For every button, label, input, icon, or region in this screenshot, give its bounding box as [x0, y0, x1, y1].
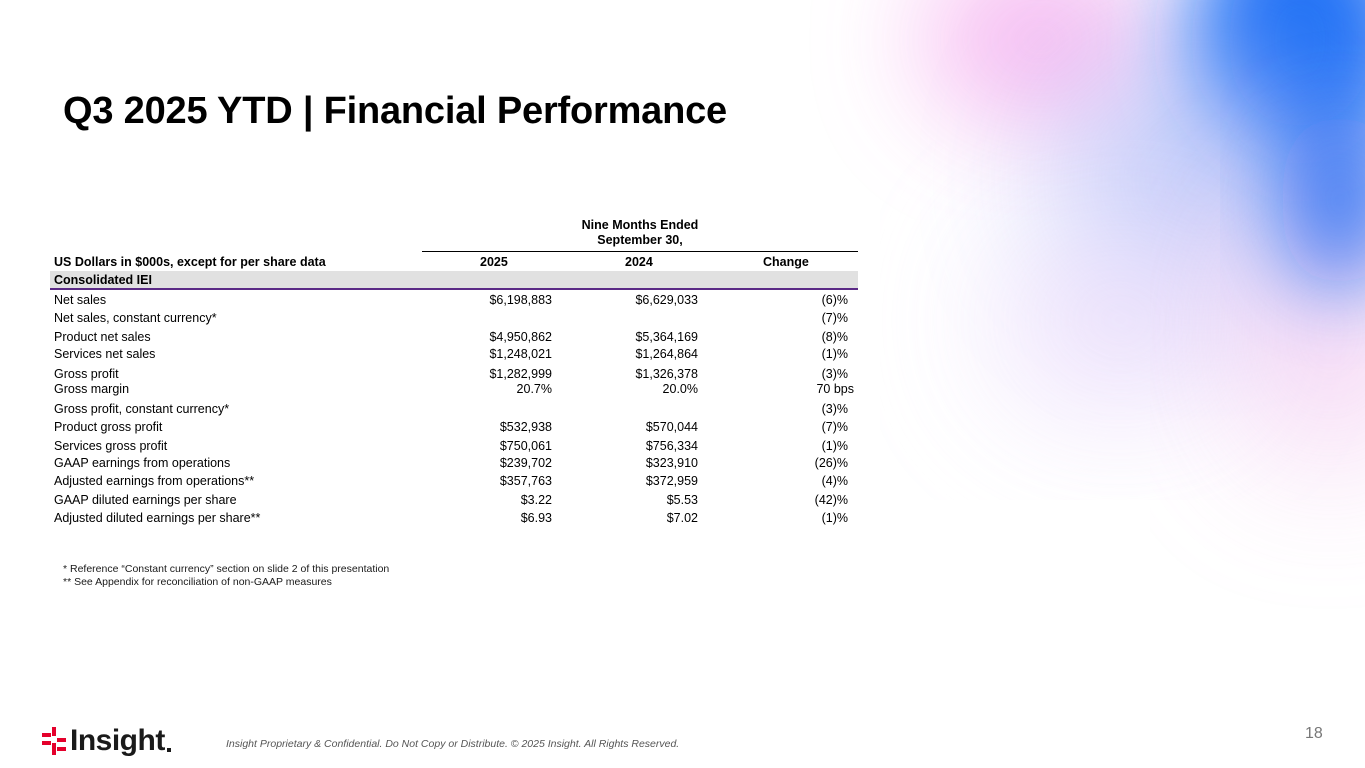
- row-change: (3)%: [821, 367, 848, 381]
- row-value-2024: $372,959: [645, 474, 698, 488]
- row-value-2025: $6,198,883: [489, 293, 552, 307]
- row-label: Gross margin: [54, 382, 130, 396]
- row-value-2025: $6.93: [520, 511, 552, 525]
- table-row: [50, 346, 860, 362]
- logo-wordmark: Insight: [70, 724, 165, 757]
- row-change: (3)%: [821, 402, 848, 416]
- row-value-2024: $7.02: [666, 511, 698, 525]
- row-value-2024: $323,910: [645, 456, 698, 470]
- row-label: Adjusted diluted earnings per share**: [54, 511, 261, 525]
- period-header-rule: [422, 251, 858, 252]
- footnote-non-gaap: ** See Appendix for reconciliation of non-GAAP measures: [63, 576, 332, 588]
- row-change: (42)%: [814, 493, 848, 507]
- row-value-2025: $1,248,021: [489, 347, 552, 361]
- table-row: [50, 438, 860, 454]
- table-row: [50, 381, 860, 397]
- row-label: GAAP diluted earnings per share: [54, 493, 237, 507]
- table-row: [50, 329, 860, 345]
- table-row: [50, 366, 860, 382]
- column-header-2024: 2024: [625, 255, 653, 269]
- row-value-2025: 20.7%: [516, 382, 552, 396]
- row-label: Gross profit: [54, 367, 119, 381]
- row-value-2024: $5.53: [666, 493, 698, 507]
- row-value-2024: $756,334: [645, 439, 698, 453]
- row-label: Services gross profit: [54, 439, 168, 453]
- insight-logo-mark-icon: [42, 727, 66, 755]
- row-value-2024: $6,629,033: [635, 293, 698, 307]
- confidential-notice: Insight Proprietary & Confidential. Do Not Copy or Distribute. © 2025 Insight. All Rights Reserved.: [226, 738, 680, 750]
- column-header-label: US Dollars in $000s, except for per share data: [54, 255, 326, 269]
- row-label: GAAP earnings from operations: [54, 456, 231, 470]
- row-value-2025: $750,061: [499, 439, 552, 453]
- row-change: (1)%: [821, 511, 848, 525]
- row-change: (26)%: [814, 456, 848, 470]
- period-group-header: [422, 218, 858, 248]
- row-change: (4)%: [821, 474, 848, 488]
- row-label: Adjusted earnings from operations**: [54, 474, 255, 488]
- table-row: [50, 510, 860, 526]
- row-label: Services net sales: [54, 347, 156, 361]
- row-label: Net sales: [54, 293, 107, 307]
- row-change: (7)%: [821, 420, 848, 434]
- section-header-consolidated: Consolidated IEI: [50, 271, 858, 290]
- period-header-line2: September 30,: [597, 233, 683, 247]
- table-row: [50, 473, 860, 489]
- row-value-2025: $1,282,999: [489, 367, 552, 381]
- row-value-2025: $3.22: [520, 493, 552, 507]
- row-value-2024: 20.0%: [662, 382, 698, 396]
- row-value-2025: $239,702: [499, 456, 552, 470]
- row-change: (1)%: [821, 347, 848, 361]
- page-number: 18: [1305, 725, 1323, 742]
- period-header-line1: Nine Months Ended: [581, 218, 699, 232]
- row-change: (6)%: [821, 293, 848, 307]
- row-value-2024: $5,364,169: [635, 330, 698, 344]
- logo-dot: [167, 748, 171, 752]
- row-change: (1)%: [821, 439, 848, 453]
- row-change: (8)%: [821, 330, 848, 344]
- row-value-2024: $1,264,864: [635, 347, 698, 361]
- table-row: [50, 310, 860, 326]
- page-title: Q3 2025 YTD | Financial Performance: [63, 90, 727, 132]
- insight-logo: [42, 724, 171, 758]
- row-value-2024: $1,326,378: [635, 367, 698, 381]
- column-header-2025: 2025: [480, 255, 508, 269]
- table-row: [50, 401, 860, 417]
- row-change: 70 bps: [816, 382, 854, 396]
- table-row: [50, 419, 860, 435]
- row-label: Gross profit, constant currency*: [54, 402, 230, 416]
- row-value-2025: $357,763: [499, 474, 552, 488]
- row-label: Product gross profit: [54, 420, 163, 434]
- row-value-2025: $532,938: [499, 420, 552, 434]
- footnotes: [63, 563, 389, 589]
- row-label: Product net sales: [54, 330, 151, 344]
- table-row: [50, 492, 860, 508]
- footnote-constant-currency: * Reference “Constant currency” section on slide 2 of this presentation: [63, 563, 390, 575]
- row-label: Net sales, constant currency*: [54, 311, 217, 325]
- row-change: (7)%: [821, 311, 848, 325]
- row-value-2024: $570,044: [645, 420, 698, 434]
- column-header-row: [50, 255, 860, 271]
- table-row: [50, 292, 860, 308]
- table-row: [50, 455, 860, 471]
- row-value-2025: $4,950,862: [489, 330, 552, 344]
- column-header-change: Change: [763, 255, 809, 269]
